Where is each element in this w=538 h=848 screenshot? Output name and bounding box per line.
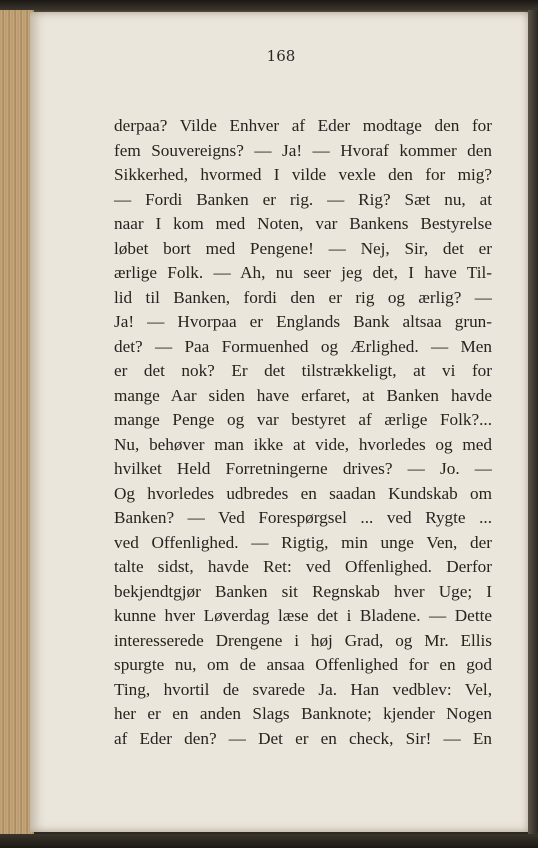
text-line: bekjendtgjør Banken sit Regnskab hver Uge; I: [114, 581, 492, 601]
text-line: fem Souvereigns? — Ja! — Hvoraf kommer den: [114, 140, 492, 160]
text-line: talte sidst, havde Ret: ved Offenlighed. Derfor: [114, 557, 492, 576]
body-text: [114, 114, 492, 751]
bottom-page-edge: [0, 834, 538, 848]
right-cover-edge: [528, 10, 538, 840]
text-line: det? — Paa Formuenhed og Ærlighed. — Men: [114, 336, 492, 356]
text-line: Ja! — Hvorpaa er Englands Bank altsaa grun-: [114, 312, 492, 331]
text-line: — Fordi Banken er rig. — Rig? Sæt nu, at: [114, 189, 492, 209]
text-line: mange Aar siden have erfaret, at Banken havde: [114, 385, 492, 405]
text-line: Sikkerhed, hvormed I vilde vexle den for mig?: [114, 165, 492, 184]
text-line: ærlige Folk. — Ah, nu seer jeg det, I have Til-: [114, 263, 492, 282]
text-line: naar I kom med Noten, var Bankens Bestyrelse: [114, 214, 492, 233]
text-line: af Eder den? — Det er en check, Sir! — En: [114, 728, 492, 748]
text-line: mange Penge og var bestyret af ærlige Folk?...: [114, 410, 492, 429]
text-line: Banken? — Ved Forespørgsel ... ved Rygte ...: [114, 508, 492, 527]
text-line: løbet bort med Pengene! — Nej, Sir, det er: [114, 238, 492, 258]
text-line: ved Offenlighed. — Rigtig, min unge Ven, der: [114, 532, 492, 552]
text-line: hvilket Held Forretningerne drives? — Jo. —: [114, 459, 492, 478]
text-line: derpaa? Vilde Enhver af Eder modtage den for: [114, 116, 492, 135]
text-line: spurgte nu, om de ansaa Offenlighed for en god: [114, 655, 492, 674]
text-line: Nu, behøver man ikke at vide, hvorledes og med: [114, 434, 492, 454]
text-line: er det nok? Er det tilstrækkeligt, at vi for: [114, 361, 492, 380]
text-line: kunne hver Løverdag læse det i Bladene. — Dette: [114, 606, 492, 625]
text-line: Ting, hvortil de svarede Ja. Han vedblev: Vel,: [114, 679, 492, 699]
text-line: interesserede Drengene i høj Grad, og Mr. Ellis: [114, 630, 492, 650]
text-line: Og hvorledes udbredes en saadan Kundskab om: [114, 483, 492, 503]
book-page-stack-edge: [0, 10, 34, 836]
text-line: lid til Banken, fordi den er rig og ærlig? —: [114, 287, 492, 307]
page-number: 168: [266, 47, 296, 65]
text-line: her er en anden Slags Banknote; kjender Nogen: [114, 704, 492, 723]
